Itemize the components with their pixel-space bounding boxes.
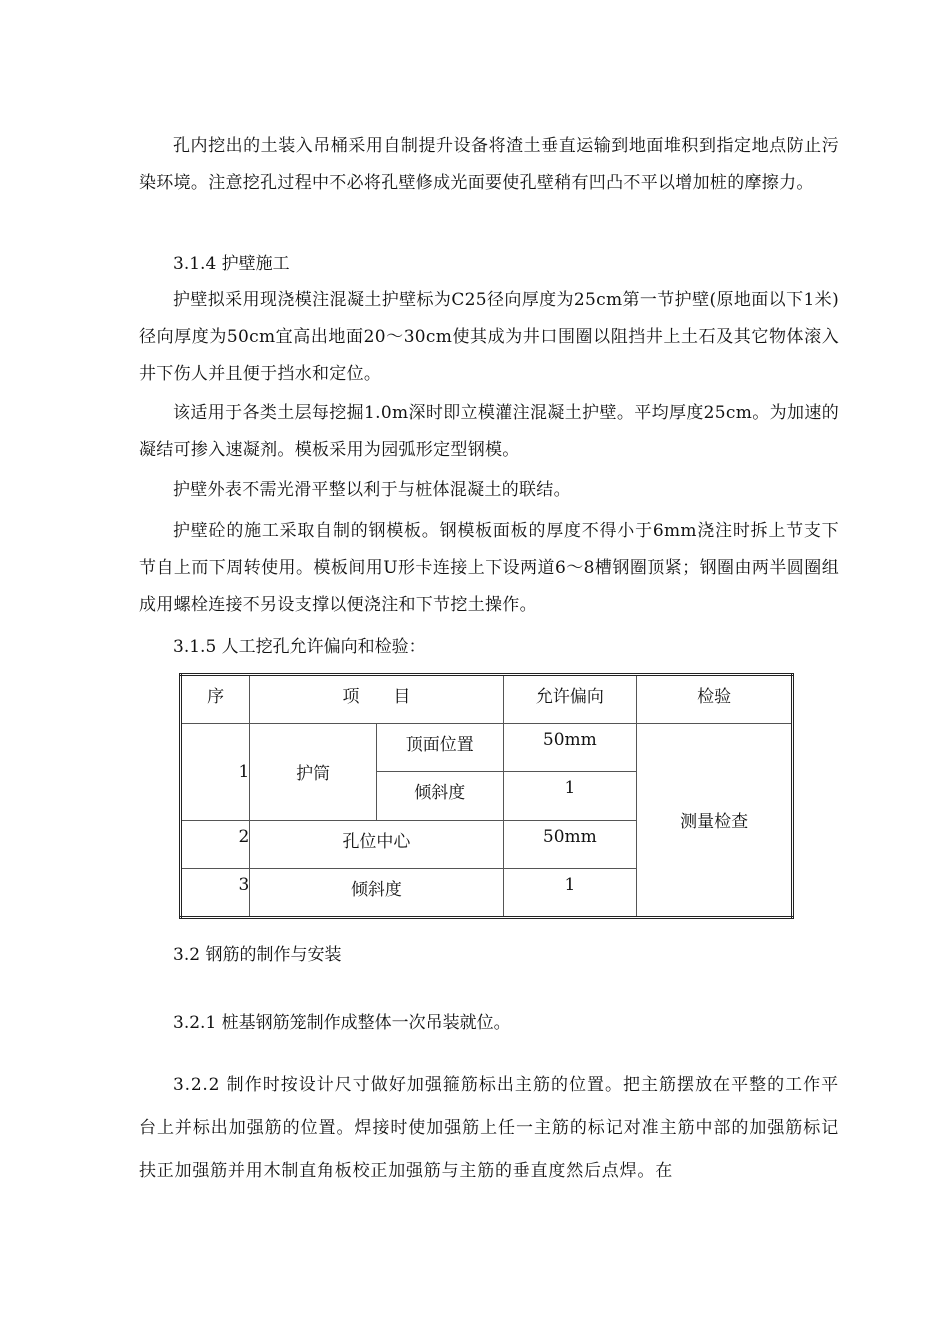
paragraph-cage-fabrication: 3.2.2 制作时按设计尺寸做好加强箍筋标出主筋的位置。把主筋摆放在平整的工作平台上并标出加强筋的位置。焊接时使加强筋上任一主筋的标记对准主筋中部的加强筋标记扶正加强筋并用木制直角板校正加强筋与主筋的垂直度然后点焊。在 <box>139 1075 839 1181</box>
paragraph-wall-lining: 护壁拟采用现浇模注混凝土护壁标为C25径向厚度为25cm第一节护壁(原地面以下1米)径向厚度为50cm宜高出地面20～30cm使其成为井口围圈以阻挡井上土石及其它物体滚入井下伤人并且便于挡水和定位。 <box>139 290 839 384</box>
cell-seq: 1 <box>181 723 250 820</box>
header-inspection: 检验 <box>637 675 793 724</box>
cell-group: 护筒 <box>250 723 377 820</box>
cell-seq: 2 <box>181 820 250 869</box>
cell-tolerance: 1 <box>503 772 637 821</box>
cell-sub-item: 顶面位置 <box>376 723 503 772</box>
cell-sub-item: 倾斜度 <box>376 772 503 821</box>
header-item: 项 目 <box>250 675 503 724</box>
cell-seq: 3 <box>181 869 250 918</box>
section-heading-3-1-5: 3.1.5 人工挖孔允许偏向和检验： <box>173 637 426 657</box>
cell-tolerance: 50mm <box>503 723 637 772</box>
cell-item: 孔位中心 <box>250 820 503 869</box>
paragraph-formwork: 护壁砼的施工采取自制的钢模板。钢模板面板的厚度不得小于6mm浇注时拆上节支下节自上而下周转使用。模板间用U形卡连接上下设两道6～8槽钢圈顶紧；钢圈由两半圆圈组成用螺栓连接不另设支撑以便浇注和下节挖土操作。 <box>139 521 839 615</box>
cell-inspection-method: 测量检查 <box>637 723 793 917</box>
cell-tolerance: 50mm <box>503 820 637 869</box>
paragraph-spoil-removal: 孔内挖出的土装入吊桶采用自制提升设备将渣土垂直运输到地面堆积到指定地点防止污染环境。注意挖孔过程中不必将孔壁修成光面要使孔壁稍有凹凸不平以增加桩的摩擦力。 <box>139 136 839 193</box>
cell-tolerance: 1 <box>503 869 637 918</box>
header-seq: 序 <box>181 675 250 724</box>
paragraph-surface: 护壁外表不需光滑平整以利于与桩体混凝土的联结。 <box>173 480 571 500</box>
section-heading-3-2-1: 3.2.1 桩基钢筋笼制作成整体一次吊装就位。 <box>173 1013 511 1033</box>
section-heading-3-1-4: 3.1.4 护壁施工 <box>173 254 290 274</box>
tolerance-table <box>179 673 794 919</box>
table-row <box>181 723 793 772</box>
table-header-row <box>181 675 793 724</box>
header-tolerance: 允许偏向 <box>503 675 637 724</box>
cell-item: 倾斜度 <box>250 869 503 918</box>
section-heading-3-2: 3.2 钢筋的制作与安装 <box>173 945 342 965</box>
paragraph-pouring: 该适用于各类土层每挖掘1.0m深时即立模灌注混凝土护壁。平均厚度25cm。为加速的凝结可掺入速凝剂。模板采用为园弧形定型钢模。 <box>139 403 839 460</box>
